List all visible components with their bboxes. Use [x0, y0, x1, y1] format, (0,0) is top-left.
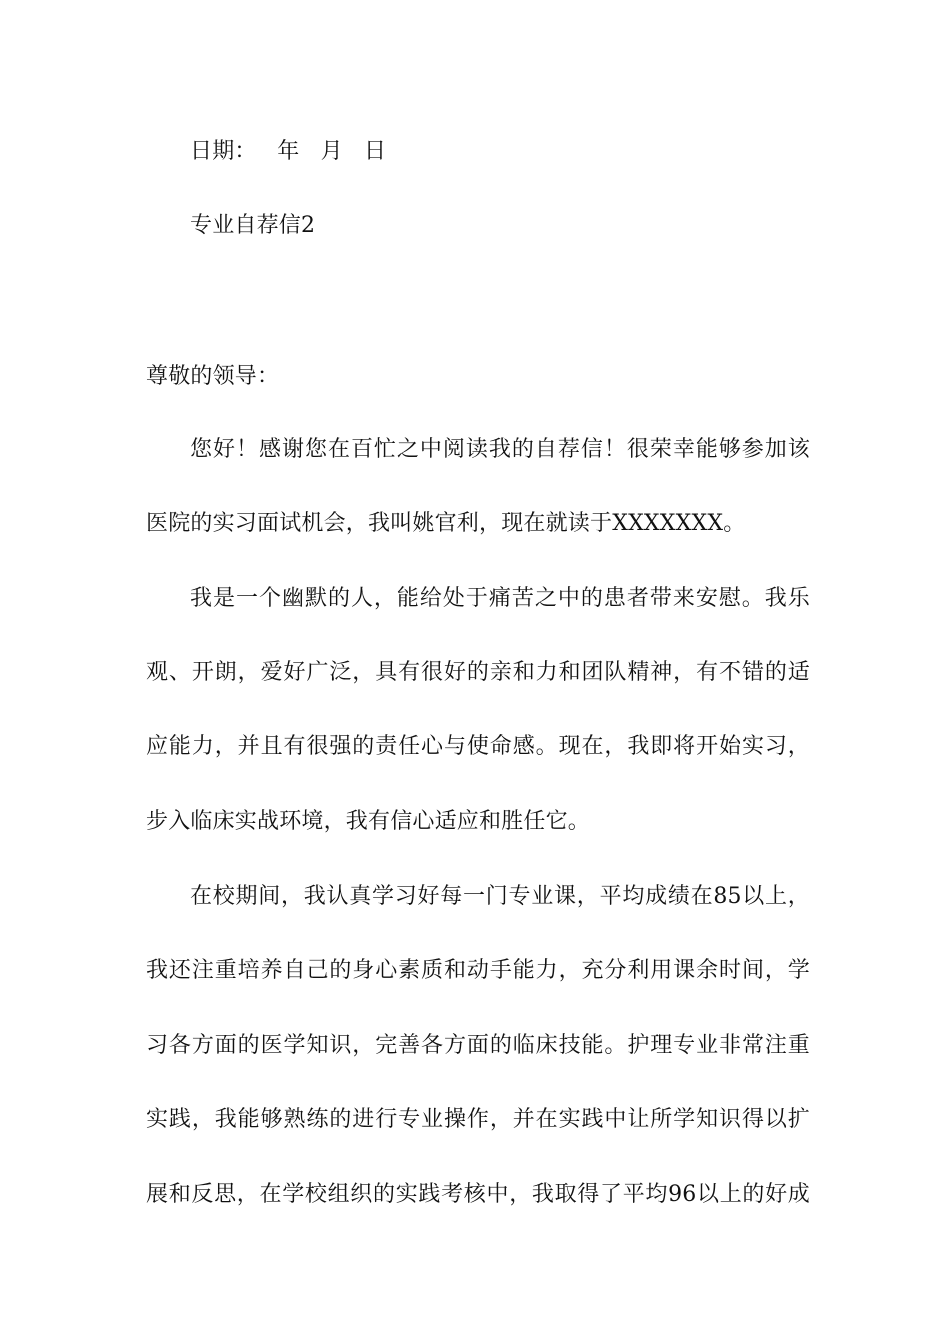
paragraph-line: 展和反思，在学校组织的实践考核中，我取得了平均96以上的好成 [146, 1182, 810, 1207]
paragraph-line: 习各方面的医学知识，完善各方面的临床技能。护理专业非常注重 [146, 1033, 810, 1058]
paragraph-line: 医院的实习面试机会，我叫姚官利，现在就读于XXXXXXX。 [146, 511, 746, 536]
paragraph-line: 在校期间，我认真学习好每一门专业课，平均成绩在85以上， [190, 884, 810, 909]
letter-heading: 专业自荐信2 [190, 213, 316, 238]
paragraph-line: 我是一个幽默的人，能给处于痛苦之中的患者带来安慰。我乐 [190, 586, 810, 611]
paragraph-line: 观、开朗，爱好广泛，具有很好的亲和力和团队精神，有不错的适 [146, 660, 810, 685]
paragraph-line: 步入临床实战环境，我有信心适应和胜任它。 [146, 809, 591, 834]
paragraph-line: 您好！感谢您在百忙之中阅读我的自荐信！很荣幸能够参加该 [190, 437, 810, 462]
date-label: 日期： [190, 139, 257, 164]
date-year: 年 [277, 139, 300, 164]
date-day: 日 [364, 139, 387, 164]
date-month: 月 [320, 139, 343, 164]
paragraph-line: 我还注重培养自己的身心素质和动手能力，充分利用课余时间，学 [146, 958, 810, 983]
date-line [190, 137, 854, 167]
paragraph-line: 应能力，并且有很强的责任心与使命感。现在，我即将开始实习， [146, 734, 810, 759]
paragraph-line: 实践，我能够熟练的进行专业操作，并在实践中让所学知识得以扩 [146, 1107, 810, 1132]
salutation: 尊敬的领导： [146, 364, 280, 389]
